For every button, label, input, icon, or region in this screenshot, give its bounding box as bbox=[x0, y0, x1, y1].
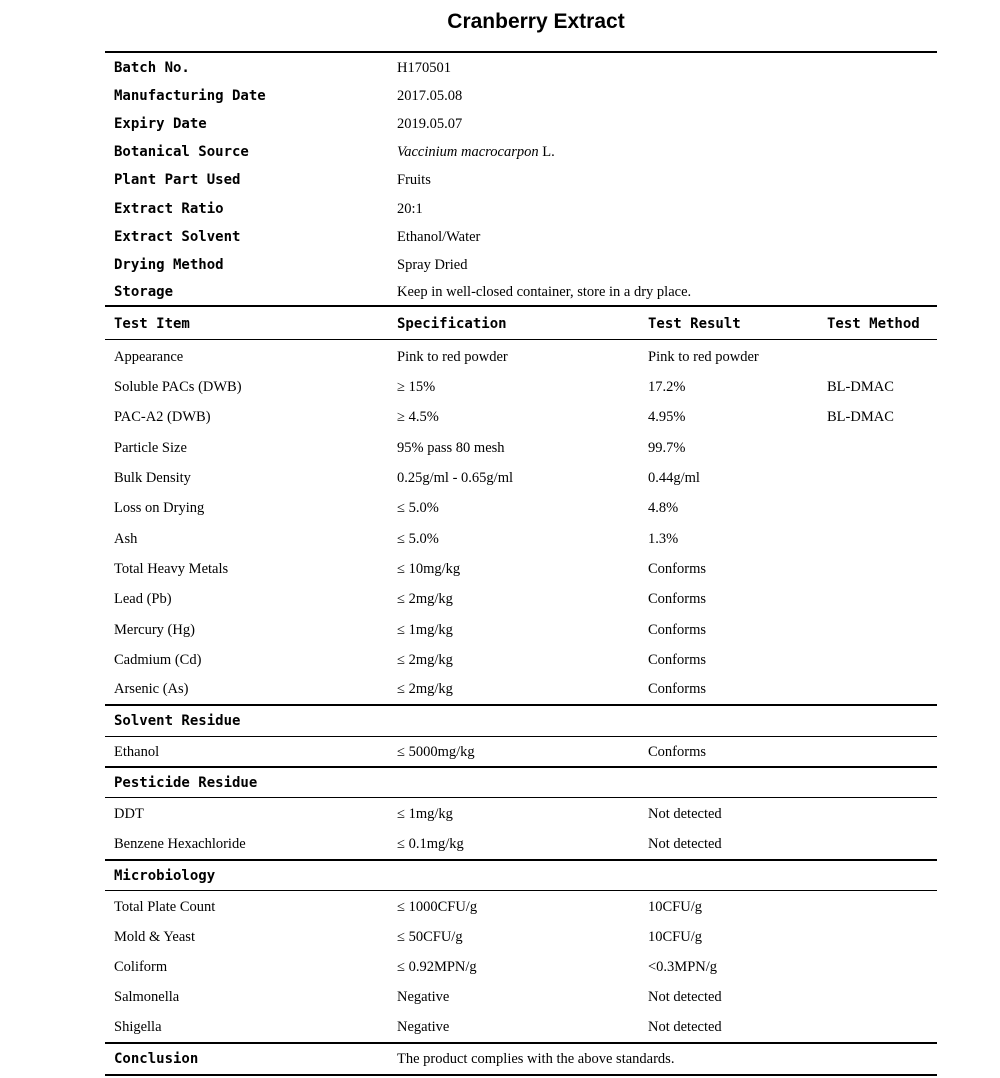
test-item: Cadmium (Cd) bbox=[114, 652, 202, 668]
test-spec: Negative bbox=[397, 1019, 450, 1035]
table-row bbox=[105, 645, 937, 675]
info-label: Extract Solvent bbox=[114, 229, 241, 245]
test-result: 17.2% bbox=[648, 379, 686, 395]
test-item: Salmonella bbox=[114, 989, 180, 1005]
test-item: Appearance bbox=[114, 349, 184, 365]
table-row bbox=[105, 524, 937, 554]
test-item: Arsenic (As) bbox=[114, 681, 189, 697]
header-test-result: Test Result bbox=[648, 316, 741, 332]
test-item: Soluble PACs (DWB) bbox=[114, 379, 242, 395]
test-spec: Negative bbox=[397, 989, 450, 1005]
test-result: 10CFU/g bbox=[648, 899, 702, 915]
info-value: Ethanol/Water bbox=[397, 229, 481, 245]
table-row bbox=[105, 584, 937, 614]
table-row bbox=[105, 554, 937, 584]
table-row bbox=[105, 372, 937, 402]
test-item: Mold & Yeast bbox=[114, 929, 195, 945]
table-row bbox=[105, 615, 937, 645]
section-heading-pesticide bbox=[105, 768, 937, 798]
table-row bbox=[105, 737, 937, 767]
test-item: Ash bbox=[114, 531, 138, 547]
test-result: <0.3MPN/g bbox=[648, 959, 718, 975]
test-spec: ≤ 2mg/kg bbox=[397, 652, 453, 668]
test-item: DDT bbox=[114, 806, 144, 822]
conclusion-row bbox=[105, 1044, 937, 1074]
test-spec: ≤ 10mg/kg bbox=[397, 561, 461, 577]
info-value: H170501 bbox=[397, 60, 451, 76]
table-row bbox=[105, 433, 937, 463]
info-label: Storage bbox=[114, 284, 174, 300]
table-row bbox=[105, 922, 937, 952]
header-test-item: Test Item bbox=[114, 316, 190, 332]
test-result: 1.3% bbox=[648, 531, 679, 547]
table-row bbox=[105, 829, 937, 859]
info-label: Extract Ratio bbox=[114, 201, 224, 217]
info-row bbox=[105, 222, 937, 252]
table-row bbox=[105, 982, 937, 1012]
section-title: Microbiology bbox=[114, 868, 216, 884]
table-row bbox=[105, 1012, 937, 1042]
info-row bbox=[105, 165, 937, 195]
test-result: Not detected bbox=[648, 806, 722, 822]
info-value: Keep in well-closed container, store in a dry place. bbox=[397, 284, 692, 300]
conclusion-text: The product complies with the above standards. bbox=[397, 1051, 675, 1067]
test-spec: ≥ 15% bbox=[397, 379, 436, 395]
test-spec: ≤ 1mg/kg bbox=[397, 622, 453, 638]
test-result: 4.8% bbox=[648, 500, 679, 516]
table-row bbox=[105, 342, 937, 372]
info-value: Spray Dried bbox=[397, 257, 468, 273]
test-spec: 0.25g/ml - 0.65g/ml bbox=[397, 470, 513, 486]
test-spec: ≤ 1000CFU/g bbox=[397, 899, 478, 915]
test-item: PAC-A2 (DWB) bbox=[114, 409, 211, 425]
info-row bbox=[105, 277, 937, 307]
info-value: 2017.05.08 bbox=[397, 88, 463, 104]
test-method: BL-DMAC bbox=[827, 379, 894, 395]
test-result: Not detected bbox=[648, 1019, 722, 1035]
info-row bbox=[105, 81, 937, 111]
test-result: Conforms bbox=[648, 561, 706, 577]
info-label: Drying Method bbox=[114, 257, 224, 273]
test-result: 99.7% bbox=[648, 440, 686, 456]
table-header bbox=[105, 309, 937, 339]
info-value: 20:1 bbox=[397, 201, 423, 217]
conclusion-label: Conclusion bbox=[114, 1051, 199, 1067]
test-result: Conforms bbox=[648, 681, 706, 697]
table-row bbox=[105, 402, 937, 432]
test-item: Bulk Density bbox=[114, 470, 191, 486]
species-name: Vaccinium macrocarpon bbox=[397, 144, 539, 160]
table-row bbox=[105, 493, 937, 523]
test-result: Not detected bbox=[648, 989, 722, 1005]
test-spec: ≤ 1mg/kg bbox=[397, 806, 453, 822]
test-result: Not detected bbox=[648, 836, 722, 852]
test-result: 0.44g/ml bbox=[648, 470, 700, 486]
test-item: Total Plate Count bbox=[114, 899, 216, 915]
test-spec: Pink to red powder bbox=[397, 349, 508, 365]
info-row bbox=[105, 53, 937, 83]
info-value: 2019.05.07 bbox=[397, 116, 463, 132]
rule-header-end bbox=[105, 339, 937, 340]
test-spec: ≤ 2mg/kg bbox=[397, 681, 453, 697]
section-title: Pesticide Residue bbox=[114, 775, 258, 791]
table-row bbox=[105, 799, 937, 829]
test-item: Coliform bbox=[114, 959, 168, 975]
test-item: Ethanol bbox=[114, 744, 160, 760]
test-spec: ≤ 2mg/kg bbox=[397, 591, 453, 607]
test-item: Shigella bbox=[114, 1019, 162, 1035]
info-label: Botanical Source bbox=[114, 144, 249, 160]
species-author: L. bbox=[538, 144, 555, 160]
section-title: Solvent Residue bbox=[114, 713, 241, 729]
test-spec: ≤ 0.92MPN/g bbox=[397, 959, 477, 975]
section-heading-microbiology bbox=[105, 861, 937, 891]
info-label: Manufacturing Date bbox=[114, 88, 266, 104]
test-result: Conforms bbox=[648, 744, 706, 760]
info-value bbox=[397, 137, 555, 167]
table-row bbox=[105, 674, 937, 704]
info-label: Expiry Date bbox=[114, 116, 207, 132]
info-row bbox=[105, 109, 937, 139]
info-row bbox=[105, 250, 937, 280]
header-specification: Specification bbox=[397, 316, 507, 332]
info-row bbox=[105, 137, 937, 167]
test-item: Total Heavy Metals bbox=[114, 561, 229, 577]
test-result: Conforms bbox=[648, 622, 706, 638]
test-spec: ≤ 0.1mg/kg bbox=[397, 836, 464, 852]
test-item: Mercury (Hg) bbox=[114, 622, 195, 638]
header-test-method: Test Method bbox=[827, 316, 920, 332]
test-method: BL-DMAC bbox=[827, 409, 894, 425]
info-label: Batch No. bbox=[114, 60, 190, 76]
info-value: Fruits bbox=[397, 172, 431, 188]
test-result: Pink to red powder bbox=[648, 349, 759, 365]
test-item: Benzene Hexachloride bbox=[114, 836, 246, 852]
rule-bottom bbox=[105, 1074, 937, 1076]
info-row bbox=[105, 194, 937, 224]
test-spec: 95% pass 80 mesh bbox=[397, 440, 505, 456]
info-label: Plant Part Used bbox=[114, 172, 241, 188]
table-row bbox=[105, 463, 937, 493]
test-spec: ≤ 50CFU/g bbox=[397, 929, 463, 945]
test-spec: ≥ 4.5% bbox=[397, 409, 439, 425]
test-result: Conforms bbox=[648, 652, 706, 668]
test-item: Loss on Drying bbox=[114, 500, 205, 516]
test-spec: ≤ 5.0% bbox=[397, 500, 439, 516]
section-heading-solvent bbox=[105, 706, 937, 736]
test-result: Conforms bbox=[648, 591, 706, 607]
test-result: 10CFU/g bbox=[648, 929, 702, 945]
table-row bbox=[105, 892, 937, 922]
test-result: 4.95% bbox=[648, 409, 686, 425]
table-row bbox=[105, 952, 937, 982]
test-spec: ≤ 5000mg/kg bbox=[397, 744, 475, 760]
test-item: Lead (Pb) bbox=[114, 591, 172, 607]
test-spec: ≤ 5.0% bbox=[397, 531, 439, 547]
document-title: Cranberry Extract bbox=[447, 10, 625, 33]
test-item: Particle Size bbox=[114, 440, 187, 456]
